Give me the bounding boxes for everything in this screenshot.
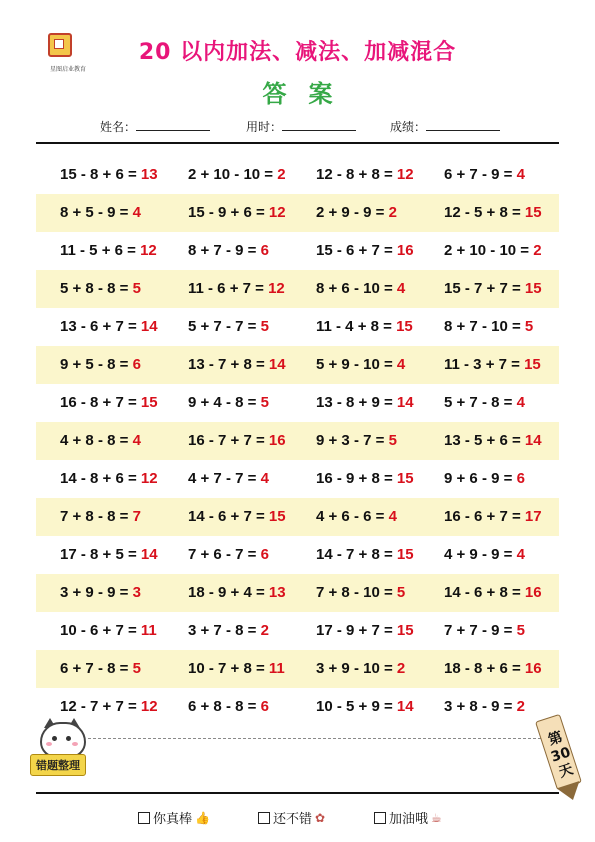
problem-row bbox=[36, 156, 559, 194]
time-field[interactable] bbox=[246, 118, 356, 135]
checkbox[interactable] bbox=[258, 812, 270, 824]
problem-answer: 5 bbox=[524, 318, 534, 335]
problem-question: 18 - 8 + 6 = bbox=[444, 660, 521, 677]
problem-question: 3 + 9 - 9 = bbox=[60, 584, 129, 601]
problem-row bbox=[36, 688, 559, 726]
problem-row bbox=[36, 574, 559, 612]
problem-item bbox=[444, 574, 542, 612]
problem-question: 16 - 9 + 8 = bbox=[316, 470, 393, 487]
problem-item bbox=[444, 498, 542, 536]
problem-question: 15 - 7 + 7 = bbox=[444, 280, 521, 297]
problem-question: 5 + 7 - 8 = bbox=[444, 394, 513, 411]
problem-question: 9 + 4 - 8 = bbox=[188, 394, 257, 411]
problem-answer: 2 bbox=[277, 166, 286, 183]
problem-item bbox=[60, 384, 158, 422]
problem-question: 2 + 9 - 9 = bbox=[316, 204, 385, 221]
problem-question: 3 + 7 - 8 = bbox=[188, 622, 257, 639]
problem-question: 17 - 8 + 5 = bbox=[60, 546, 137, 563]
problem-item bbox=[444, 156, 525, 194]
problem-answer: 4 bbox=[516, 394, 525, 411]
problem-answer: 14 bbox=[140, 546, 158, 563]
problem-answer: 12 bbox=[396, 166, 414, 183]
problem-question: 12 - 5 + 8 = bbox=[444, 204, 521, 221]
problem-question: 12 - 8 + 8 = bbox=[316, 166, 393, 183]
problem-answer: 12 bbox=[140, 242, 157, 259]
problem-question: 6 + 7 - 8 = bbox=[60, 660, 129, 677]
problem-item bbox=[188, 650, 285, 688]
problem-answer: 12 bbox=[140, 470, 158, 487]
problem-question: 11 - 5 + 6 = bbox=[60, 242, 136, 259]
problem-question: 8 + 7 - 10 = bbox=[444, 318, 521, 335]
problem-question: 16 - 7 + 7 = bbox=[188, 432, 265, 449]
problem-answer: 16 bbox=[268, 432, 286, 449]
problem-answer: 2 bbox=[260, 622, 269, 639]
problem-question: 11 - 6 + 7 = bbox=[188, 280, 264, 297]
problem-item bbox=[60, 498, 141, 536]
thumbs-up-icon: 👍 bbox=[195, 810, 210, 825]
mistake-line[interactable] bbox=[88, 738, 551, 739]
problem-answer: 4 bbox=[388, 508, 397, 525]
problem-answer: 4 bbox=[132, 432, 141, 449]
problem-question: 11 - 4 + 8 = bbox=[316, 318, 392, 335]
score-label: 成绩： bbox=[390, 120, 427, 134]
problem-question: 5 + 9 - 10 = bbox=[316, 356, 393, 373]
problem-question: 7 + 6 - 7 = bbox=[188, 546, 257, 563]
problem-row bbox=[36, 536, 559, 574]
problem-question: 10 - 6 + 7 = bbox=[60, 622, 137, 639]
problem-item bbox=[60, 422, 141, 460]
problem-row bbox=[36, 460, 559, 498]
problem-item bbox=[444, 270, 542, 308]
problem-question: 4 + 6 - 6 = bbox=[316, 508, 385, 525]
problem-item bbox=[60, 574, 141, 612]
problem-answer: 14 bbox=[268, 356, 286, 373]
mistake-section bbox=[36, 736, 559, 792]
problem-question: 10 - 7 + 8 = bbox=[188, 660, 265, 677]
problem-item bbox=[188, 536, 269, 574]
page-subtitle: 答案 bbox=[262, 80, 355, 108]
problem-answer: 15 bbox=[396, 622, 414, 639]
checkbox[interactable] bbox=[138, 812, 150, 824]
problem-row bbox=[36, 232, 559, 270]
problem-item bbox=[188, 612, 269, 650]
problem-answer: 4 bbox=[516, 546, 525, 563]
problem-question: 4 + 7 - 7 = bbox=[188, 470, 257, 487]
problem-answer: 15 bbox=[268, 508, 286, 525]
problem-grid bbox=[36, 156, 559, 726]
check-great-label: 你真棒 bbox=[153, 812, 193, 827]
check-great[interactable] bbox=[138, 808, 210, 827]
problem-question: 6 + 7 - 9 = bbox=[444, 166, 513, 183]
problem-item bbox=[188, 574, 286, 612]
time-blank[interactable] bbox=[282, 118, 356, 131]
problem-answer: 16 bbox=[524, 584, 542, 601]
problem-item bbox=[60, 460, 158, 498]
problem-question: 7 + 8 - 8 = bbox=[60, 508, 129, 525]
problem-answer: 15 bbox=[524, 280, 542, 297]
problem-question: 6 + 8 - 8 = bbox=[188, 698, 257, 715]
problem-answer: 11 bbox=[268, 660, 285, 677]
problem-question: 8 + 5 - 9 = bbox=[60, 204, 129, 221]
problem-item bbox=[316, 346, 405, 384]
bottom-divider bbox=[36, 792, 559, 794]
problem-answer: 4 bbox=[516, 166, 525, 183]
problem-question: 14 - 6 + 7 = bbox=[188, 508, 265, 525]
problem-answer: 2 bbox=[388, 204, 397, 221]
problem-question: 8 + 6 - 10 = bbox=[316, 280, 393, 297]
problem-answer: 13 bbox=[140, 166, 158, 183]
problem-answer: 15 bbox=[524, 356, 541, 373]
problem-item bbox=[188, 422, 286, 460]
problem-row bbox=[36, 612, 559, 650]
problem-question: 15 - 6 + 7 = bbox=[316, 242, 393, 259]
problem-answer: 4 bbox=[132, 204, 141, 221]
problem-answer: 15 bbox=[396, 546, 414, 563]
problem-item bbox=[316, 232, 414, 270]
problem-item bbox=[60, 308, 158, 346]
problem-item bbox=[316, 270, 405, 308]
problem-answer: 12 bbox=[268, 280, 285, 297]
problem-item bbox=[316, 422, 397, 460]
problem-item bbox=[188, 460, 269, 498]
problem-item bbox=[316, 460, 414, 498]
problem-answer: 5 bbox=[260, 394, 269, 411]
problem-answer: 6 bbox=[260, 242, 269, 259]
checkbox[interactable] bbox=[374, 812, 386, 824]
problem-item bbox=[316, 156, 414, 194]
check-good[interactable] bbox=[258, 808, 325, 827]
problem-item bbox=[188, 384, 269, 422]
problem-item bbox=[188, 308, 269, 346]
problem-item bbox=[444, 346, 541, 384]
problem-answer: 12 bbox=[140, 698, 158, 715]
problem-answer: 14 bbox=[140, 318, 158, 335]
problem-question: 14 - 8 + 6 = bbox=[60, 470, 137, 487]
problem-answer: 2 bbox=[533, 242, 542, 259]
problem-item bbox=[444, 232, 542, 270]
problem-answer: 4 bbox=[396, 280, 406, 297]
problem-answer: 14 bbox=[524, 432, 542, 449]
problem-item bbox=[444, 384, 525, 422]
problem-item bbox=[444, 536, 525, 574]
problem-question: 13 - 5 + 6 = bbox=[444, 432, 521, 449]
problem-item bbox=[444, 308, 533, 346]
problem-question: 16 - 8 + 7 = bbox=[60, 394, 137, 411]
problem-item bbox=[60, 346, 141, 384]
problem-question: 10 - 5 + 9 = bbox=[316, 698, 393, 715]
problem-item bbox=[444, 194, 542, 232]
problem-item bbox=[316, 688, 414, 726]
problem-item bbox=[444, 422, 542, 460]
problem-item bbox=[188, 194, 286, 232]
problem-item bbox=[316, 498, 397, 536]
problem-item bbox=[316, 650, 405, 688]
mistake-badge: 错题整理 bbox=[30, 754, 86, 776]
problem-item bbox=[316, 612, 414, 650]
problem-answer: 4 bbox=[396, 356, 406, 373]
problem-question: 17 - 9 + 7 = bbox=[316, 622, 393, 639]
problem-question: 15 - 8 + 6 = bbox=[60, 166, 137, 183]
problem-answer: 12 bbox=[268, 204, 286, 221]
problem-question: 3 + 9 - 10 = bbox=[316, 660, 393, 677]
problem-question: 4 + 9 - 9 = bbox=[444, 546, 513, 563]
problem-item bbox=[316, 536, 414, 574]
problem-item bbox=[188, 346, 286, 384]
page-title: 20 以内加法、减法、加减混合 bbox=[138, 40, 457, 65]
problem-answer: 5 bbox=[132, 660, 141, 677]
problem-question: 7 + 7 - 9 = bbox=[444, 622, 513, 639]
problem-answer: 5 bbox=[388, 432, 397, 449]
problem-question: 7 + 8 - 10 = bbox=[316, 584, 393, 601]
problem-item bbox=[444, 688, 525, 726]
problem-question: 11 - 3 + 7 = bbox=[444, 356, 520, 373]
problem-answer: 15 bbox=[396, 318, 413, 335]
problem-row bbox=[36, 270, 559, 308]
problem-item bbox=[444, 650, 542, 688]
problem-answer: 5 bbox=[132, 280, 141, 297]
flower-icon: ✿ bbox=[315, 810, 326, 825]
problem-answer: 15 bbox=[140, 394, 158, 411]
name-field[interactable] bbox=[100, 118, 210, 135]
problem-item bbox=[60, 194, 141, 232]
problem-question: 2 + 10 - 10 = bbox=[188, 166, 274, 183]
top-divider bbox=[36, 142, 559, 144]
problem-answer: 15 bbox=[396, 470, 414, 487]
check-cheer[interactable] bbox=[374, 808, 442, 827]
problem-item bbox=[316, 308, 413, 346]
problem-question: 3 + 8 - 9 = bbox=[444, 698, 513, 715]
problem-question: 14 - 6 + 8 = bbox=[444, 584, 521, 601]
day-label: 第30天 bbox=[546, 729, 576, 781]
problem-question: 13 - 7 + 8 = bbox=[188, 356, 265, 373]
problem-question: 14 - 7 + 8 = bbox=[316, 546, 393, 563]
problem-question: 8 + 7 - 9 = bbox=[188, 242, 257, 259]
problem-item bbox=[188, 688, 269, 726]
problem-answer: 7 bbox=[132, 508, 141, 525]
problem-question: 16 - 6 + 7 = bbox=[444, 508, 521, 525]
problem-item bbox=[60, 232, 157, 270]
problem-item bbox=[444, 460, 525, 498]
problem-item bbox=[316, 194, 397, 232]
problem-answer: 16 bbox=[396, 242, 414, 259]
problem-question: 4 + 8 - 8 = bbox=[60, 432, 129, 449]
problem-answer: 14 bbox=[396, 698, 414, 715]
problem-answer: 4 bbox=[260, 470, 269, 487]
time-label: 用时： bbox=[246, 120, 283, 134]
problem-question: 9 + 3 - 7 = bbox=[316, 432, 385, 449]
name-blank[interactable] bbox=[136, 118, 210, 131]
problem-answer: 13 bbox=[268, 584, 286, 601]
problem-item bbox=[188, 270, 285, 308]
problem-question: 9 + 6 - 9 = bbox=[444, 470, 513, 487]
problem-answer: 6 bbox=[516, 470, 525, 487]
problem-row bbox=[36, 346, 559, 384]
problem-item bbox=[188, 232, 269, 270]
check-cheer-label: 加油哦 bbox=[389, 812, 429, 827]
score-blank[interactable] bbox=[426, 118, 500, 131]
problem-row bbox=[36, 422, 559, 460]
problem-answer: 6 bbox=[260, 546, 269, 563]
problem-item bbox=[188, 498, 286, 536]
check-good-label: 还不错 bbox=[273, 812, 313, 827]
problem-row bbox=[36, 308, 559, 346]
problem-item bbox=[188, 156, 286, 194]
problem-answer: 2 bbox=[516, 698, 525, 715]
problem-item bbox=[444, 612, 525, 650]
problem-answer: 5 bbox=[396, 584, 406, 601]
problem-item bbox=[60, 650, 141, 688]
score-field[interactable] bbox=[390, 118, 500, 135]
rating-checks bbox=[0, 808, 595, 830]
problem-item bbox=[60, 612, 157, 650]
problem-row bbox=[36, 650, 559, 688]
problem-item bbox=[60, 156, 158, 194]
cup-icon: ☕ bbox=[431, 810, 442, 825]
problem-answer: 17 bbox=[524, 508, 542, 525]
name-label: 姓名： bbox=[100, 120, 137, 134]
problem-question: 13 - 6 + 7 = bbox=[60, 318, 137, 335]
logo-text: 星图启业教育 bbox=[49, 66, 86, 73]
problem-question: 12 - 7 + 7 = bbox=[60, 698, 137, 715]
problem-question: 5 + 8 - 8 = bbox=[60, 280, 129, 297]
problem-answer: 14 bbox=[396, 394, 414, 411]
problem-answer: 5 bbox=[516, 622, 525, 639]
problem-answer: 15 bbox=[524, 204, 542, 221]
problem-item bbox=[60, 270, 141, 308]
problem-item bbox=[60, 536, 158, 574]
problem-question: 13 - 8 + 9 = bbox=[316, 394, 393, 411]
problem-answer: 11 bbox=[140, 622, 157, 639]
problem-row bbox=[36, 194, 559, 232]
problem-answer: 16 bbox=[524, 660, 542, 677]
problem-answer: 6 bbox=[260, 698, 269, 715]
problem-row bbox=[36, 498, 559, 536]
problem-answer: 3 bbox=[132, 584, 141, 601]
problem-answer: 2 bbox=[396, 660, 406, 677]
problem-question: 15 - 9 + 6 = bbox=[188, 204, 265, 221]
problem-item bbox=[316, 384, 414, 422]
problem-row bbox=[36, 384, 559, 422]
problem-answer: 5 bbox=[260, 318, 269, 335]
problem-question: 9 + 5 - 8 = bbox=[60, 356, 129, 373]
problem-question: 5 + 7 - 7 = bbox=[188, 318, 257, 335]
problem-item bbox=[316, 574, 405, 612]
problem-question: 18 - 9 + 4 = bbox=[188, 584, 265, 601]
problem-answer: 6 bbox=[132, 356, 141, 373]
info-fields bbox=[100, 118, 520, 138]
problem-question: 2 + 10 - 10 = bbox=[444, 242, 530, 259]
